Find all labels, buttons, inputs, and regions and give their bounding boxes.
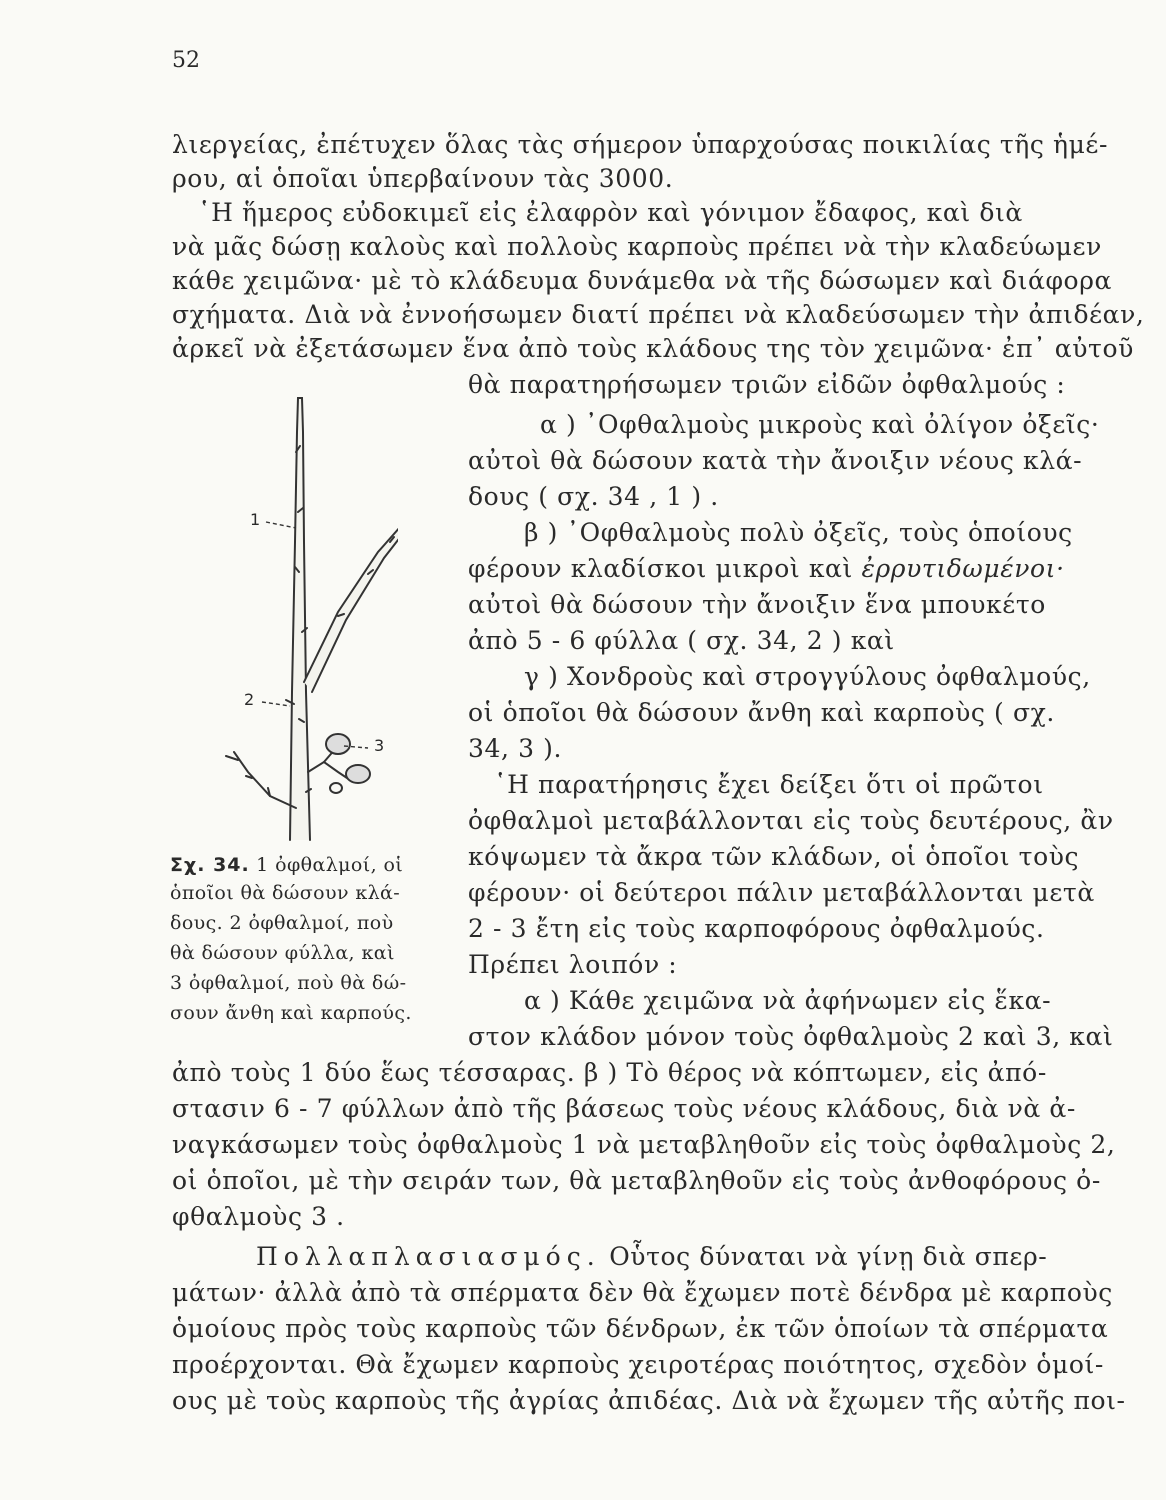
text-line: αὐτοὶ θὰ δώσουν κατὰ τὴν ἄνοιξιν νέους κλά- [468,446,1083,475]
text-line: οἱ ὁποῖοι, μὲ τὴν σειράν των, θὰ μεταβληθοῦν εἰς τοὺς ἀνθοφόρους ὀ- [172,1166,1101,1195]
text-line: θὰ παρατηρήσωμεν τριῶν εἰδῶν ὀφθαλμούς : [468,370,1066,399]
text-line: νὰ μᾶς δώσῃ καλοὺς καὶ πολλοὺς καρποὺς πρέπει νὰ τὴν κλαδεύωμεν [172,232,1102,261]
text-line: ναγκάσωμεν τοὺς ὀφθαλμοὺς 1 νὰ μεταβληθοῦν εἰς τοὺς ὀφθαλμοὺς 2, [172,1130,1116,1159]
text-line: στον κλάδον μόνον τοὺς ὀφθαλμοὺς 2 καὶ 3, καὶ [468,1022,1114,1051]
figure-label-2: 2 [244,690,255,709]
figure-label-1: 1 [250,510,261,529]
text-line: φέρουν κλαδίσκοι μικροὶ καὶ ἐρρυτιδωμένοι· [468,554,1065,583]
caption-line: σουν ἄνθη καὶ καρπούς. [170,1002,412,1024]
page-number: 52 [172,48,200,73]
text-line: δους ( σχ. 34 , 1 ) . [468,482,719,511]
text-line: Πολλαπλασιασμός. Οὗτος δύναται νὰ γίνῃ διὰ σπερ- [256,1242,1048,1271]
caption-line: δους. 2 ὀφθαλμοί, ποὺ [170,912,394,934]
text-line: 2 - 3 ἔτη εἰς τοὺς καρποφόρους ὀφθαλμούς. [468,914,1045,943]
text-line: β ) ᾿Οφθαλμοὺς πολὺ ὀξεῖς, τοὺς ὁποίους [524,518,1073,547]
text-line: φθαλμοὺς 3 . [172,1202,345,1231]
text-line: ὀφθαλμοὶ μεταβάλλονται εἰς τοὺς δευτέρους, ἂν [468,806,1114,835]
figure-label-3: 3 [374,736,385,755]
text-line: Πρέπει λοιπόν : [468,950,678,979]
text-line: αὐτοὶ θὰ δώσουν τὴν ἄνοιξιν ἕνα μπουκέτο [468,590,1046,619]
text-line: στασιν 6 - 7 φύλλων ἀπὸ τῆς βάσεως τοὺς νέους κλάδους, διὰ νὰ ἀ- [172,1094,1076,1123]
text-line: ἀπὸ τοὺς 1 δύο ἕως τέσσαρας. β ) Τὸ θέρος νὰ κόπτωμεν, εἰς ἀπό- [172,1058,1047,1087]
caption-line: 3 ὀφθαλμοί, ποὺ θὰ δώ- [170,972,407,994]
text-line: ὁμοίους πρὸς τοὺς καρποὺς τῶν δένδρων, ἐκ τῶν ὁποίων τὰ σπέρματα [172,1314,1109,1343]
text-line: α ) ᾿Οφθαλμοὺς μικροὺς καὶ ὀλίγον ὀξεῖς· [540,410,1100,439]
figure-caption: Σχ. 34. 1 ὀφθαλμοί, οἱ [170,854,404,876]
text-line: φέρουν· οἱ δεύτεροι πάλιν μεταβάλλονται μετὰ [468,878,1095,907]
italic-word: ἐρρυτιδωμένοι· [861,554,1065,583]
text-line: κόψωμεν τὰ ἄκρα τῶν κλάδων, οἱ ὁποῖοι τοὺς [468,842,1080,871]
text-line: ρου, αἱ ὁποῖαι ὑπερβαίνουν τὰς 3000. [172,164,674,193]
text-line: λιεργείας, ἐπέτυχεν ὅλας τὰς σήμερον ὑπαρχούσας ποικιλίας τῆς ἡμέ- [172,130,1109,159]
text-line: ους μὲ τοὺς καρποὺς τῆς ἀγρίας ἀπιδέας. Διὰ νὰ ἔχωμεν τῆς αὐτῆς ποι- [172,1386,1126,1415]
text-line: μάτων· ἀλλὰ ἀπὸ τὰ σπέρματα δὲν θὰ ἔχωμεν ποτὲ δένδρα μὲ καρποὺς [172,1278,1113,1307]
text-line: γ ) Χονδροὺς καὶ στρογγύλους ὀφθαλμούς, [524,662,1091,691]
text-line: ἀρκεῖ νὰ ἐξετάσωμεν ἕνα ἀπὸ τοὺς κλάδους της τὸν χειμῶνα· ἐπ᾽ αὐτοῦ [172,334,1134,363]
text-line: κάθε χειμῶνα· μὲ τὸ κλάδευμα δυνάμεθα νὰ τῆς δώσωμεν καὶ διάφορα [172,266,1112,295]
caption-line: θὰ δώσουν φύλλα, καὶ [170,942,395,964]
text-line: ῾Η παρατήρησις ἔχει δείξει ὅτι οἱ πρῶτοι [494,770,1044,799]
text-line: ῾Η ἥμερος εὐδοκιμεῖ εἰς ἐλαφρὸν καὶ γόνιμον ἔδαφος, καὶ διὰ [198,198,1023,227]
text-line: προέρχονται. Θὰ ἔχωμεν καρποὺς χειροτέρας ποιότητος, σχεδὸν ὁμοί- [172,1350,1104,1379]
text-line: οἱ ὁποῖοι θὰ δώσουν ἄνθη καὶ καρποὺς ( σχ. [468,698,1055,727]
text-line: σχήματα. Διὰ νὰ ἐννοήσωμεν διατί πρέπει νὰ κλαδεύσωμεν τὴν ἀπιδέαν, [172,300,1145,329]
text-line: α ) Κάθε χειμῶνα νὰ ἀφήνωμεν εἰς ἕκα- [524,986,1052,1015]
text-line: 34, 3 ). [468,734,563,763]
caption-line: ὁποῖοι θὰ δώσουν κλά- [170,882,401,904]
branch-illustration [218,392,398,842]
section-heading: Πολλαπλασιασμός. [256,1242,601,1271]
text-line: ἀπὸ 5 - 6 φύλλα ( σχ. 34, 2 ) καὶ [468,626,895,655]
